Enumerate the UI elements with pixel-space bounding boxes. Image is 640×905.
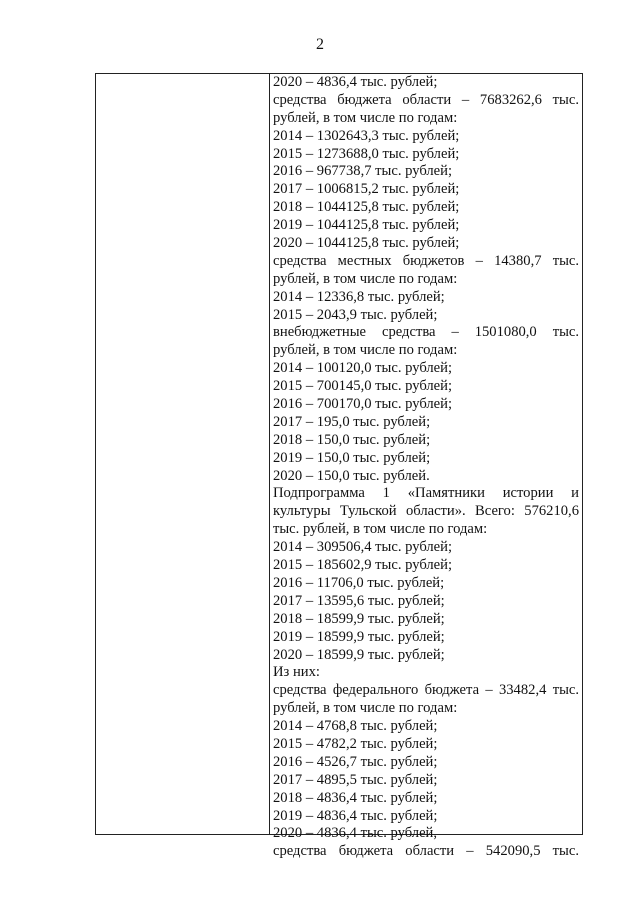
text-line: 2017 – 13595,6 тыс. рублей; [273, 592, 445, 609]
text-line: 2020 – 18599,9 тыс. рублей; [273, 646, 445, 663]
text-line: 2019 – 4836,4 тыс. рублей; [273, 807, 438, 824]
text-line: средства бюджета области – 7683262,6 тыс. [273, 91, 579, 108]
text-line: 2014 – 12336,8 тыс. рублей; [273, 288, 445, 305]
text-line: 2015 – 185602,9 тыс. рублей; [273, 557, 453, 574]
text-line: 2016 – 700170,0 тыс. рублей; [273, 396, 453, 413]
text-line: 2018 – 1044125,8 тыс. рублей; [273, 199, 460, 216]
text-line: 2019 – 150,0 тыс. рублей; [273, 449, 431, 466]
text-line: тыс. рублей, в том числе по годам: [273, 521, 488, 538]
text-line: рублей, в том числе по годам: [273, 700, 458, 717]
text-line: 2015 – 2043,9 тыс. рублей; [273, 306, 438, 323]
text-line: 2014 – 4768,8 тыс. рублей; [273, 718, 438, 735]
text-line: 2020 – 4836,4 тыс. рублей; [273, 74, 438, 90]
text-line: 2014 – 100120,0 тыс. рублей; [273, 360, 453, 377]
text-line: средства местных бюджетов – 14380,7 тыс. [273, 252, 579, 269]
column-divider [269, 74, 270, 834]
text-line: рублей, в том числе по годам: [273, 270, 458, 287]
text-line: внебюджетные средства – 1501080,0 тыс. [273, 324, 579, 341]
text-line: культуры Тульской области». Всего: 576210,6 [273, 503, 579, 520]
document-table [95, 73, 583, 860]
table-right-cell [273, 74, 579, 860]
text-line: 2019 – 18599,9 тыс. рублей; [273, 628, 445, 645]
text-line: 2015 – 1273688,0 тыс. рублей; [273, 145, 460, 162]
table-left-cell [96, 74, 269, 834]
text-line: 2018 – 4836,4 тыс. рублей; [273, 789, 438, 806]
text-line: 2016 – 4526,7 тыс. рублей; [273, 753, 438, 770]
text-line: 2018 – 150,0 тыс. рублей; [273, 431, 431, 448]
text-line: средства федерального бюджета – 33482,4 тыс. [273, 682, 579, 699]
text-line: Подпрограмма 1 «Памятники истории и [273, 485, 579, 502]
page-number: 2 [316, 36, 324, 53]
text-line: 2016 – 967738,7 тыс. рублей; [273, 163, 453, 180]
text-line: 2016 – 11706,0 тыс. рублей; [273, 574, 445, 591]
text-line: средства бюджета области – 542090,5 тыс. [273, 843, 579, 860]
text-line: 2014 – 309506,4 тыс. рублей; [273, 539, 453, 556]
text-line: Из них: [273, 664, 320, 681]
text-line: 2020 – 150,0 тыс. рублей. [273, 467, 430, 484]
text-line: 2018 – 18599,9 тыс. рублей; [273, 610, 445, 627]
text-line: 2017 – 4895,5 тыс. рублей; [273, 771, 438, 788]
text-line: 2017 – 195,0 тыс. рублей; [273, 413, 431, 430]
text-line: рублей, в том числе по годам: [273, 109, 458, 126]
text-line: 2020 – 1044125,8 тыс. рублей; [273, 235, 460, 252]
text-line: 2017 – 1006815,2 тыс. рублей; [273, 181, 460, 198]
text-line: 2015 – 700145,0 тыс. рублей; [273, 378, 453, 395]
text-line: 2020 – 4836,4 тыс. рублей, [273, 825, 438, 842]
text-line: 2015 – 4782,2 тыс. рублей; [273, 735, 438, 752]
text-line: рублей, в том числе по годам: [273, 342, 458, 359]
text-line: 2019 – 1044125,8 тыс. рублей; [273, 217, 460, 234]
text-line: 2014 – 1302643,3 тыс. рублей; [273, 127, 460, 144]
